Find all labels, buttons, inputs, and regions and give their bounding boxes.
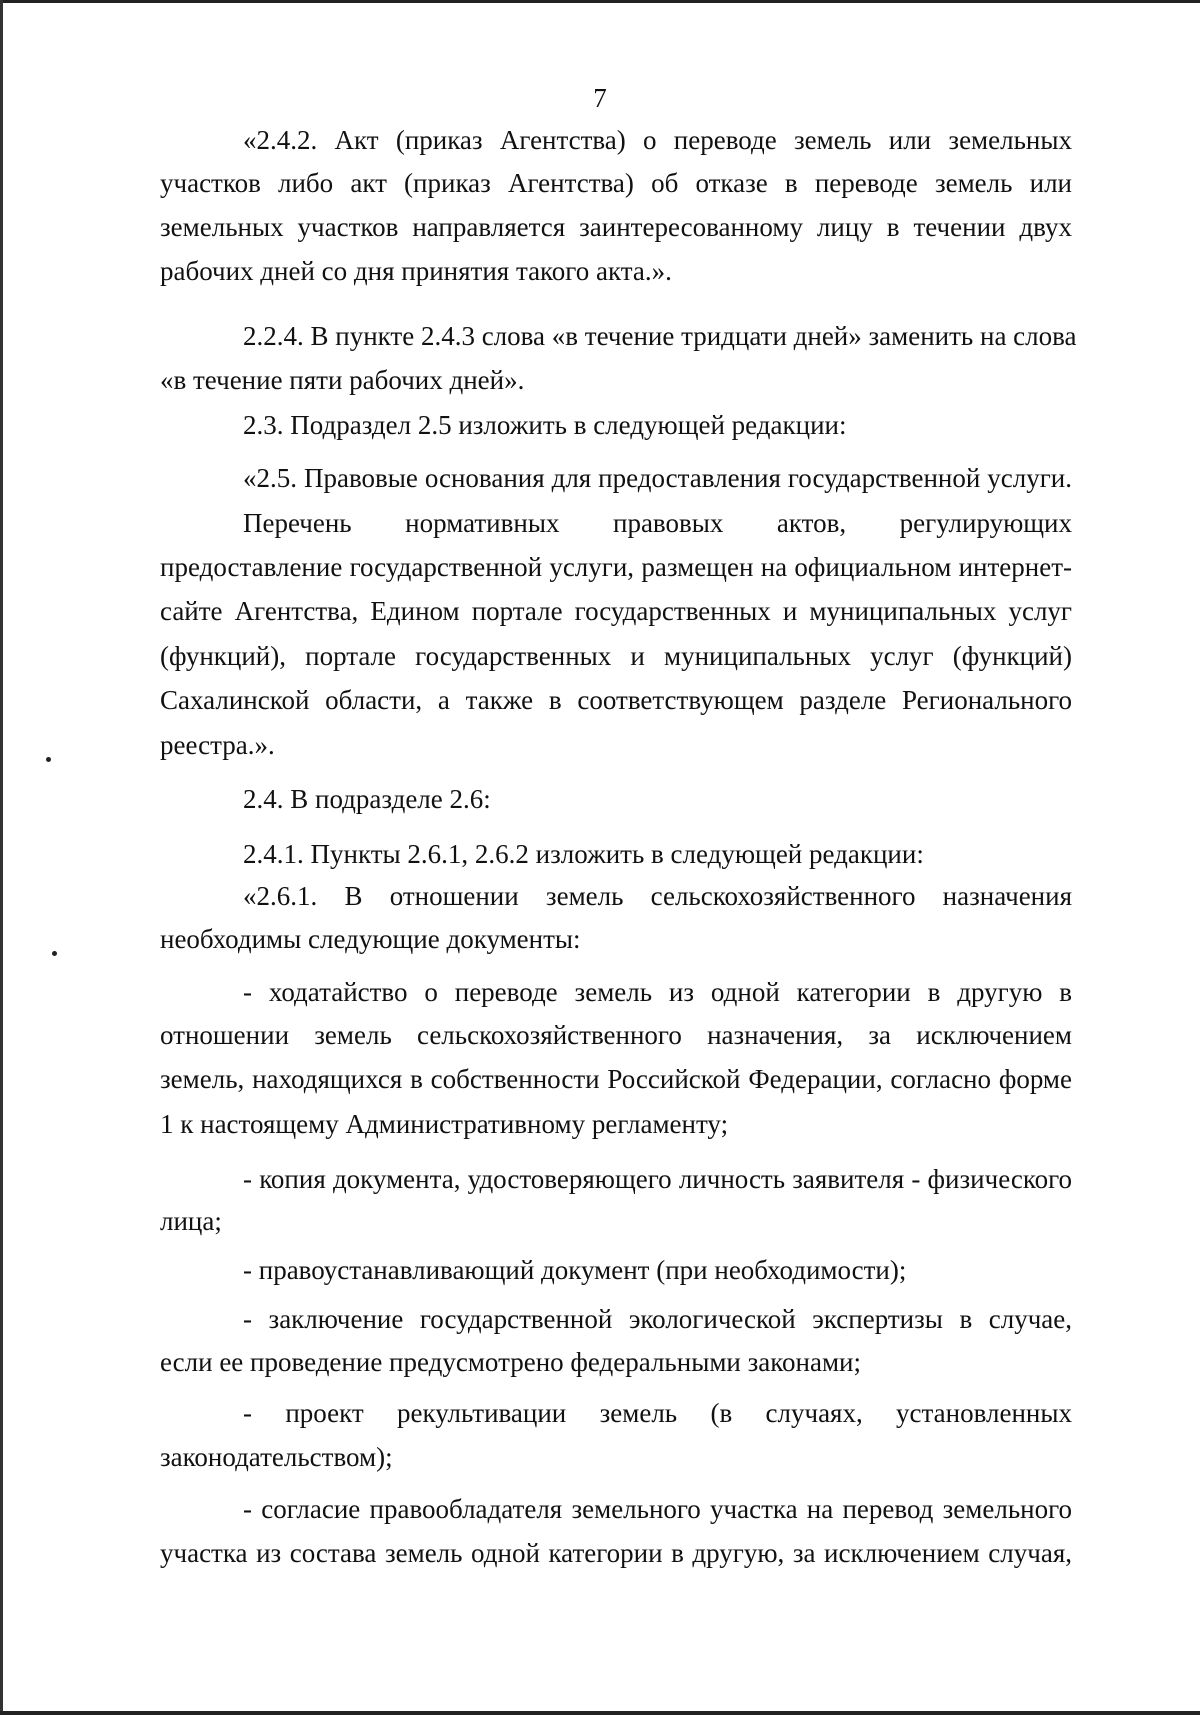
text-line: 2.4. В подразделе 2.6: xyxy=(243,784,491,814)
text-line: сайте Агентства, Едином портале государственных и муниципальных услуг xyxy=(160,596,1072,626)
text-line: (функций), портале государственных и муниципальных услуг (функций) xyxy=(160,641,1072,671)
text-line: «2.4.2. Акт (приказ Агентства) о переводе земель или земельных xyxy=(243,125,1072,155)
text-line: если ее проведение предусмотрено федеральными законами; xyxy=(160,1347,861,1377)
text-line: Сахалинской области, а также в соответствующем разделе Регионального xyxy=(160,685,1072,715)
scan-speck xyxy=(46,757,51,762)
text-line: - согласие правообладателя земельного участка на перевод земельного xyxy=(243,1494,1072,1524)
text-line: 2.4.1. Пункты 2.6.1, 2.6.2 изложить в следующей редакции: xyxy=(243,839,924,869)
scan-left-edge xyxy=(0,0,3,1715)
text-line: рабочих дней со дня принятия такого акта.». xyxy=(160,256,672,286)
text-line: законодательством); xyxy=(160,1442,393,1472)
text-line: «2.5. Правовые основания для предоставления государственной услуги. xyxy=(243,463,1072,493)
text-line: - проект рекультивации земель (в случаях, установленных xyxy=(243,1398,1072,1428)
text-line: «в течение пяти рабочих дней». xyxy=(160,365,525,395)
text-line: 2.2.4. В пункте 2.4.3 слова «в течение тридцати дней» заменить на слова xyxy=(243,321,1077,351)
text-line: лица; xyxy=(160,1206,222,1236)
text-line: - правоустанавливающий документ (при необходимости); xyxy=(243,1255,907,1285)
text-line: участков либо акт (приказ Агентства) об отказе в переводе земель или xyxy=(160,168,1072,198)
text-line: 2.3. Подраздел 2.5 изложить в следующей редакции: xyxy=(243,410,847,440)
text-line: участка из состава земель одной категории в другую, за исключением случая, xyxy=(160,1538,1072,1568)
text-line: реестра.». xyxy=(160,730,275,760)
text-line: отношении земель сельскохозяйственного назначения, за исключением xyxy=(160,1020,1072,1050)
text-line: 1 к настоящему Административному регламенту; xyxy=(160,1109,729,1139)
text-line: - заключение государственной экологической экспертизы в случае, xyxy=(243,1304,1072,1334)
scan-top-edge xyxy=(0,0,1200,3)
text-line: земель, находящихся в собственности Российской Федерации, согласно форме xyxy=(160,1064,1072,1094)
text-line: - копия документа, удостоверяющего личность заявителя - физического xyxy=(243,1164,1072,1194)
text-line: Перечень нормативных правовых актов, регулирующих xyxy=(243,508,1072,538)
text-line: земельных участков направляется заинтересованному лицу в течении двух xyxy=(160,212,1072,242)
scan-speck xyxy=(52,951,57,956)
text-line: предоставление государственной услуги, размещен на официальном интернет- xyxy=(160,552,1072,582)
page-number: 7 xyxy=(593,83,607,113)
text-line: необходимы следующие документы: xyxy=(160,924,581,954)
scan-bottom-edge xyxy=(0,1711,1200,1715)
text-line: - ходатайство о переводе земель из одной категории в другую в xyxy=(243,977,1072,1007)
text-line: «2.6.1. В отношении земель сельскохозяйственного назначения xyxy=(243,881,1072,911)
